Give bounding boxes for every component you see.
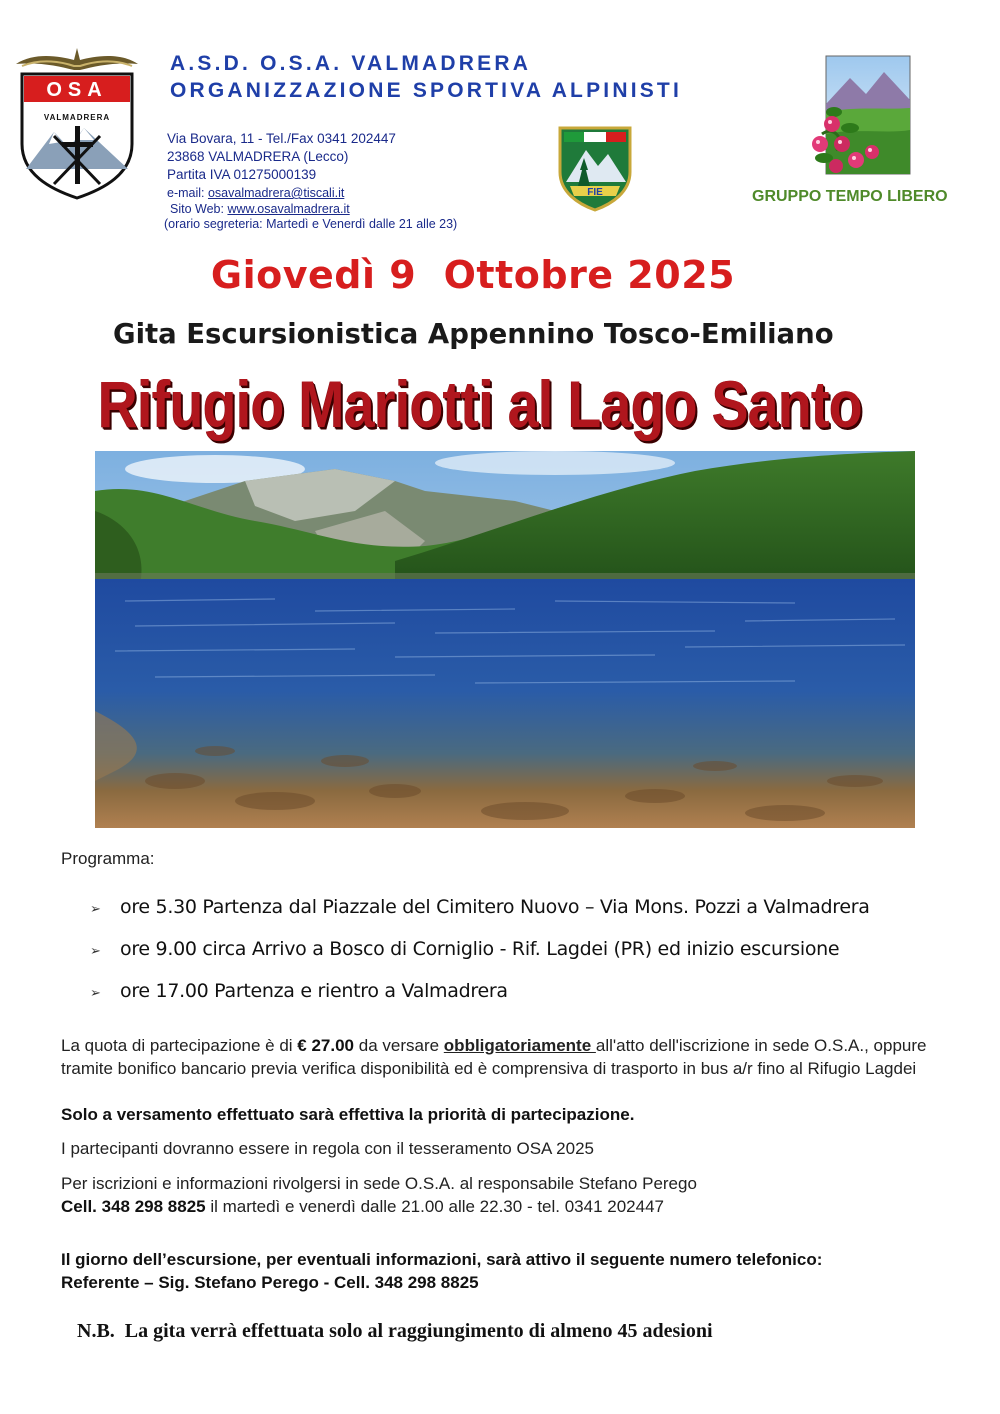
minimum-participants-note: N.B. La gita verrà effettuata solo al raggiungimento di almeno 45 adesioni bbox=[77, 1320, 713, 1342]
contact-hours: il martedì e venerdì dalle 21.00 alle 22.30 - tel. 0341 202447 bbox=[205, 1197, 664, 1216]
fie-logo bbox=[556, 122, 634, 212]
group-name: GRUPPO TEMPO LIBERO bbox=[752, 188, 948, 205]
event-subtitle: Gita Escursionistica Appennino Tosco-Emiliano bbox=[113, 318, 834, 350]
contact-line-2 bbox=[61, 1195, 941, 1218]
fee-text-2: da versare bbox=[354, 1036, 444, 1055]
org-vat: Partita IVA 01275000139 bbox=[167, 167, 317, 182]
arrow-bullet-icon: ➢ bbox=[90, 902, 101, 917]
program-item bbox=[90, 938, 970, 980]
program-item-text: ore 17.00 Partenza e rientro a Valmadrera bbox=[120, 980, 508, 1002]
fee-text-1: La quota di partecipazione è di bbox=[61, 1036, 298, 1055]
contact-line-1: Per iscrizioni e informazioni rivolgersi in sede O.S.A. al responsabile Stefano Perego bbox=[61, 1174, 697, 1193]
program-label: Programma: bbox=[61, 849, 155, 868]
org-email-line bbox=[167, 185, 344, 201]
priority-note: Solo a versamento effettuato sarà effettiva la priorità di partecipazione. bbox=[61, 1105, 635, 1124]
program-item-text: ore 5.30 Partenza dal Piazzale del Cimitero Nuovo – Via Mons. Pozzi a Valmadrera bbox=[120, 896, 870, 918]
email-link[interactable]: osavalmadrera@tiscali.it bbox=[207, 186, 345, 200]
membership-note: I partecipanti dovranno essere in regola con il tesseramento OSA 2025 bbox=[61, 1139, 594, 1158]
tempo-libero-logo bbox=[806, 54, 916, 182]
org-name: A.S.D. O.S.A. VALMADRERA bbox=[170, 52, 532, 75]
program-item bbox=[90, 980, 970, 1022]
program-item-text: ore 9.00 circa Arrivo a Bosco di Corniglio - Rif. Lagdei (PR) ed inizio escursione bbox=[120, 938, 840, 960]
org-web-line bbox=[170, 201, 350, 217]
fee-amount: € 27.00 bbox=[297, 1036, 355, 1055]
web-link[interactable]: www.osavalmadrera.it bbox=[227, 202, 350, 216]
osa-logo-subtext: VALMADRERA bbox=[43, 113, 111, 122]
osa-logo-text: OSA bbox=[46, 79, 108, 101]
arrow-bullet-icon: ➢ bbox=[90, 986, 101, 1001]
org-address: Via Bovara, 11 - Tel./Fax 0341 202447 bbox=[167, 131, 396, 146]
osa-logo bbox=[14, 44, 140, 200]
day-info-line-1: Il giorno dell’escursione, per eventuali informazioni, sarà attivo il seguente numero telefonico: bbox=[61, 1250, 823, 1269]
web-label: Sito Web: bbox=[170, 202, 228, 216]
program-list bbox=[90, 896, 970, 1022]
event-date: Giovedì 9 Ottobre 2025 bbox=[210, 253, 736, 297]
fee-paragraph bbox=[61, 1034, 941, 1080]
contact-cell: Cell. 348 298 8825 bbox=[61, 1197, 206, 1216]
arrow-bullet-icon: ➢ bbox=[90, 944, 101, 959]
office-hours: (orario segreteria: Martedì e Venerdì dalle 21 alle 23) bbox=[164, 217, 458, 231]
event-title: Rifugio Mariotti al Lago Santo bbox=[98, 367, 863, 442]
org-full-name: ORGANIZZAZIONE SPORTIVA ALPINISTI bbox=[170, 79, 682, 102]
fee-text-3: all'atto dell'iscrizione in sede O.S.A., oppure tramite bonifico bancario previa verifica disponibilità ed è comprensiva di trasporto in bus a/r fino al Rifugio Lagdei bbox=[61, 1036, 927, 1078]
program-item bbox=[90, 896, 970, 938]
fie-logo-text: FIE bbox=[587, 187, 603, 198]
day-info-line-2: Referente – Sig. Stefano Perego - Cell. 348 298 8825 bbox=[61, 1273, 479, 1292]
org-city: 23868 VALMADRERA (Lecco) bbox=[167, 149, 349, 164]
fee-mandatory: obbligatoriamente bbox=[443, 1036, 596, 1055]
lake-photo bbox=[95, 451, 915, 828]
email-label: e-mail: bbox=[167, 186, 208, 200]
